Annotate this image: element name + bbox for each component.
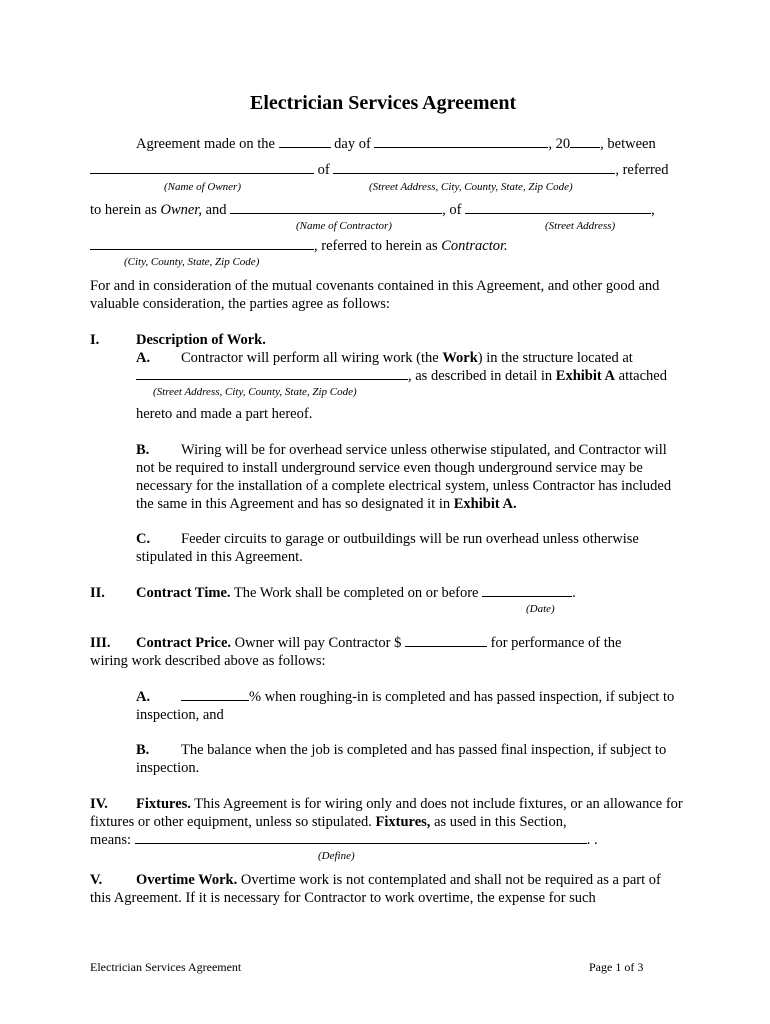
- section-1a-label: A.: [136, 350, 151, 366]
- section-2-number: II.: [90, 585, 105, 601]
- document-title: Electrician Services Agreement: [250, 92, 517, 114]
- intro-line-1: [136, 135, 656, 153]
- section-3a-label: A.: [136, 689, 151, 705]
- intro-between: , between: [600, 136, 656, 152]
- intro-owner: Owner,: [160, 202, 202, 218]
- section-4-text-2: as used in this Section,: [434, 814, 567, 830]
- section-1a-text-4: attached: [618, 368, 667, 384]
- section-3-text-2: for performance of the: [490, 635, 622, 651]
- section-1a-line-2: [136, 367, 667, 385]
- intro-to-herein: to herein as: [90, 202, 157, 218]
- year-blank: [570, 135, 600, 148]
- consideration-paragraph: For and in consideration of the mutual covenants contained in this Agreement, and other good and valuable consideration, the parties agree as follows:: [90, 278, 660, 312]
- section-1b-paragraph: [136, 441, 681, 513]
- section-3a-paragraph: [136, 688, 681, 724]
- caption-street-address: (Street Address): [545, 220, 616, 232]
- section-1a-text-1: Contractor will perform all wiring work (the: [181, 350, 439, 366]
- section-4-number: IV.: [90, 796, 108, 812]
- intro-comma-of: , of: [442, 202, 462, 218]
- fixtures-definition-blank: [135, 831, 587, 844]
- section-1b-exhibit: Exhibit A.: [453, 496, 517, 512]
- section-1-heading: Description of Work.: [136, 332, 266, 348]
- intro-contractor: Contractor.: [441, 238, 508, 254]
- section-2-text: The Work shall be completed on or before: [233, 585, 479, 601]
- section-1c-label: C.: [136, 531, 151, 547]
- section-3-number: III.: [90, 635, 111, 651]
- intro-line-4: [90, 237, 508, 255]
- caption-name-of-contractor: (Name of Contractor): [296, 220, 392, 232]
- section-3-line-1: [136, 634, 621, 652]
- section-2-line: [136, 584, 576, 602]
- completion-date-blank: [482, 584, 572, 597]
- section-3-text-1: Owner will pay Contractor $: [234, 635, 402, 651]
- footer-page-number: Page 1 of 3: [589, 960, 644, 974]
- section-1b-text: Wiring will be for overhead service unless otherwise stipulated, and Contractor will not be required to install underground service even though underground service may be necessary for the installation of a complete electrical system, unless Contractor has included the same in this Agreement and has so designated it in: [136, 442, 672, 512]
- section-4-text-1: This Agreement is for wiring only and does not include fixtures, or an allowance for fixtures or other equipment, unless so stipulated.: [90, 796, 683, 830]
- section-5-heading: Overtime Work.: [136, 872, 238, 888]
- percent-blank: [181, 688, 249, 701]
- contractor-city-blank: [90, 237, 314, 250]
- section-4-paragraph: [90, 795, 684, 831]
- section-1a-line-1: [181, 349, 633, 367]
- work-location-blank: [136, 367, 408, 380]
- section-2-heading: Contract Time.: [136, 585, 231, 601]
- month-blank: [374, 135, 548, 148]
- section-1b-label: B.: [136, 442, 150, 458]
- section-4-heading: Fixtures.: [136, 796, 191, 812]
- intro-trailing-comma: ,: [651, 202, 655, 218]
- section-1a-text-5: hereto and made a part hereof.: [136, 406, 313, 422]
- intro-referred-contractor: , referred to herein as: [314, 238, 438, 254]
- caption-city-county: (City, County, State, Zip Code): [124, 256, 260, 268]
- section-1c-paragraph: Feeder circuits to garage or outbuildings will be run overhead unless otherwise stipulated in this Agreement.: [136, 531, 639, 565]
- intro-day-of: day of: [334, 136, 371, 152]
- intro-of: of: [317, 162, 330, 178]
- contractor-street-blank: [465, 201, 651, 214]
- section-3b-paragraph: The balance when the job is completed and has passed final inspection, if subject to inspection.: [136, 742, 667, 776]
- section-1a-work: Work: [442, 350, 478, 366]
- section-3-text-3: wiring work described above as follows:: [90, 653, 326, 669]
- contractor-name-blank: [230, 201, 442, 214]
- caption-owner-address: (Street Address, City, County, State, Zip Code): [369, 181, 573, 193]
- intro-and: and: [205, 202, 227, 218]
- section-4-means-line: [90, 831, 598, 849]
- section-5-text: Overtime work is not contemplated and shall not be required as a part of this Agreement. If it is necessary for Contractor to work overtime, the expense for such: [90, 872, 661, 906]
- caption-date: (Date): [526, 603, 555, 615]
- footer-title: Electrician Services Agreement: [90, 960, 242, 974]
- section-1a-exhibit: Exhibit A: [555, 368, 616, 384]
- section-5-number: V.: [90, 872, 103, 888]
- section-4-means: means:: [90, 832, 132, 848]
- section-4-end: . .: [586, 832, 598, 848]
- caption-work-address: (Street Address, City, County, State, Zip Code): [153, 386, 357, 398]
- section-2-period: .: [572, 585, 576, 601]
- owner-address-blank: [333, 161, 615, 174]
- caption-name-of-owner: (Name of Owner): [164, 181, 241, 193]
- intro-referred: , referred: [615, 162, 669, 178]
- section-1-number: I.: [90, 332, 100, 348]
- intro-year-prefix: , 20: [548, 136, 571, 152]
- section-5-paragraph: [90, 871, 680, 907]
- section-4-fixtures: Fixtures,: [375, 814, 431, 830]
- section-1a-text-3: , as described in detail in: [408, 368, 553, 384]
- section-3-heading: Contract Price.: [136, 635, 232, 651]
- intro-line-3: [90, 201, 655, 219]
- section-1a-text-2: ) in the structure located at: [477, 350, 633, 366]
- intro-line-2: [90, 161, 668, 179]
- caption-define: (Define): [318, 850, 355, 862]
- day-blank: [279, 135, 331, 148]
- section-3a-text: % when roughing-in is completed and has passed inspection, if subject to inspection, and: [136, 689, 675, 723]
- owner-name-blank: [90, 161, 314, 174]
- section-3b-label: B.: [136, 742, 150, 758]
- intro-made-on: Agreement made on the: [136, 136, 275, 152]
- price-blank: [405, 634, 487, 647]
